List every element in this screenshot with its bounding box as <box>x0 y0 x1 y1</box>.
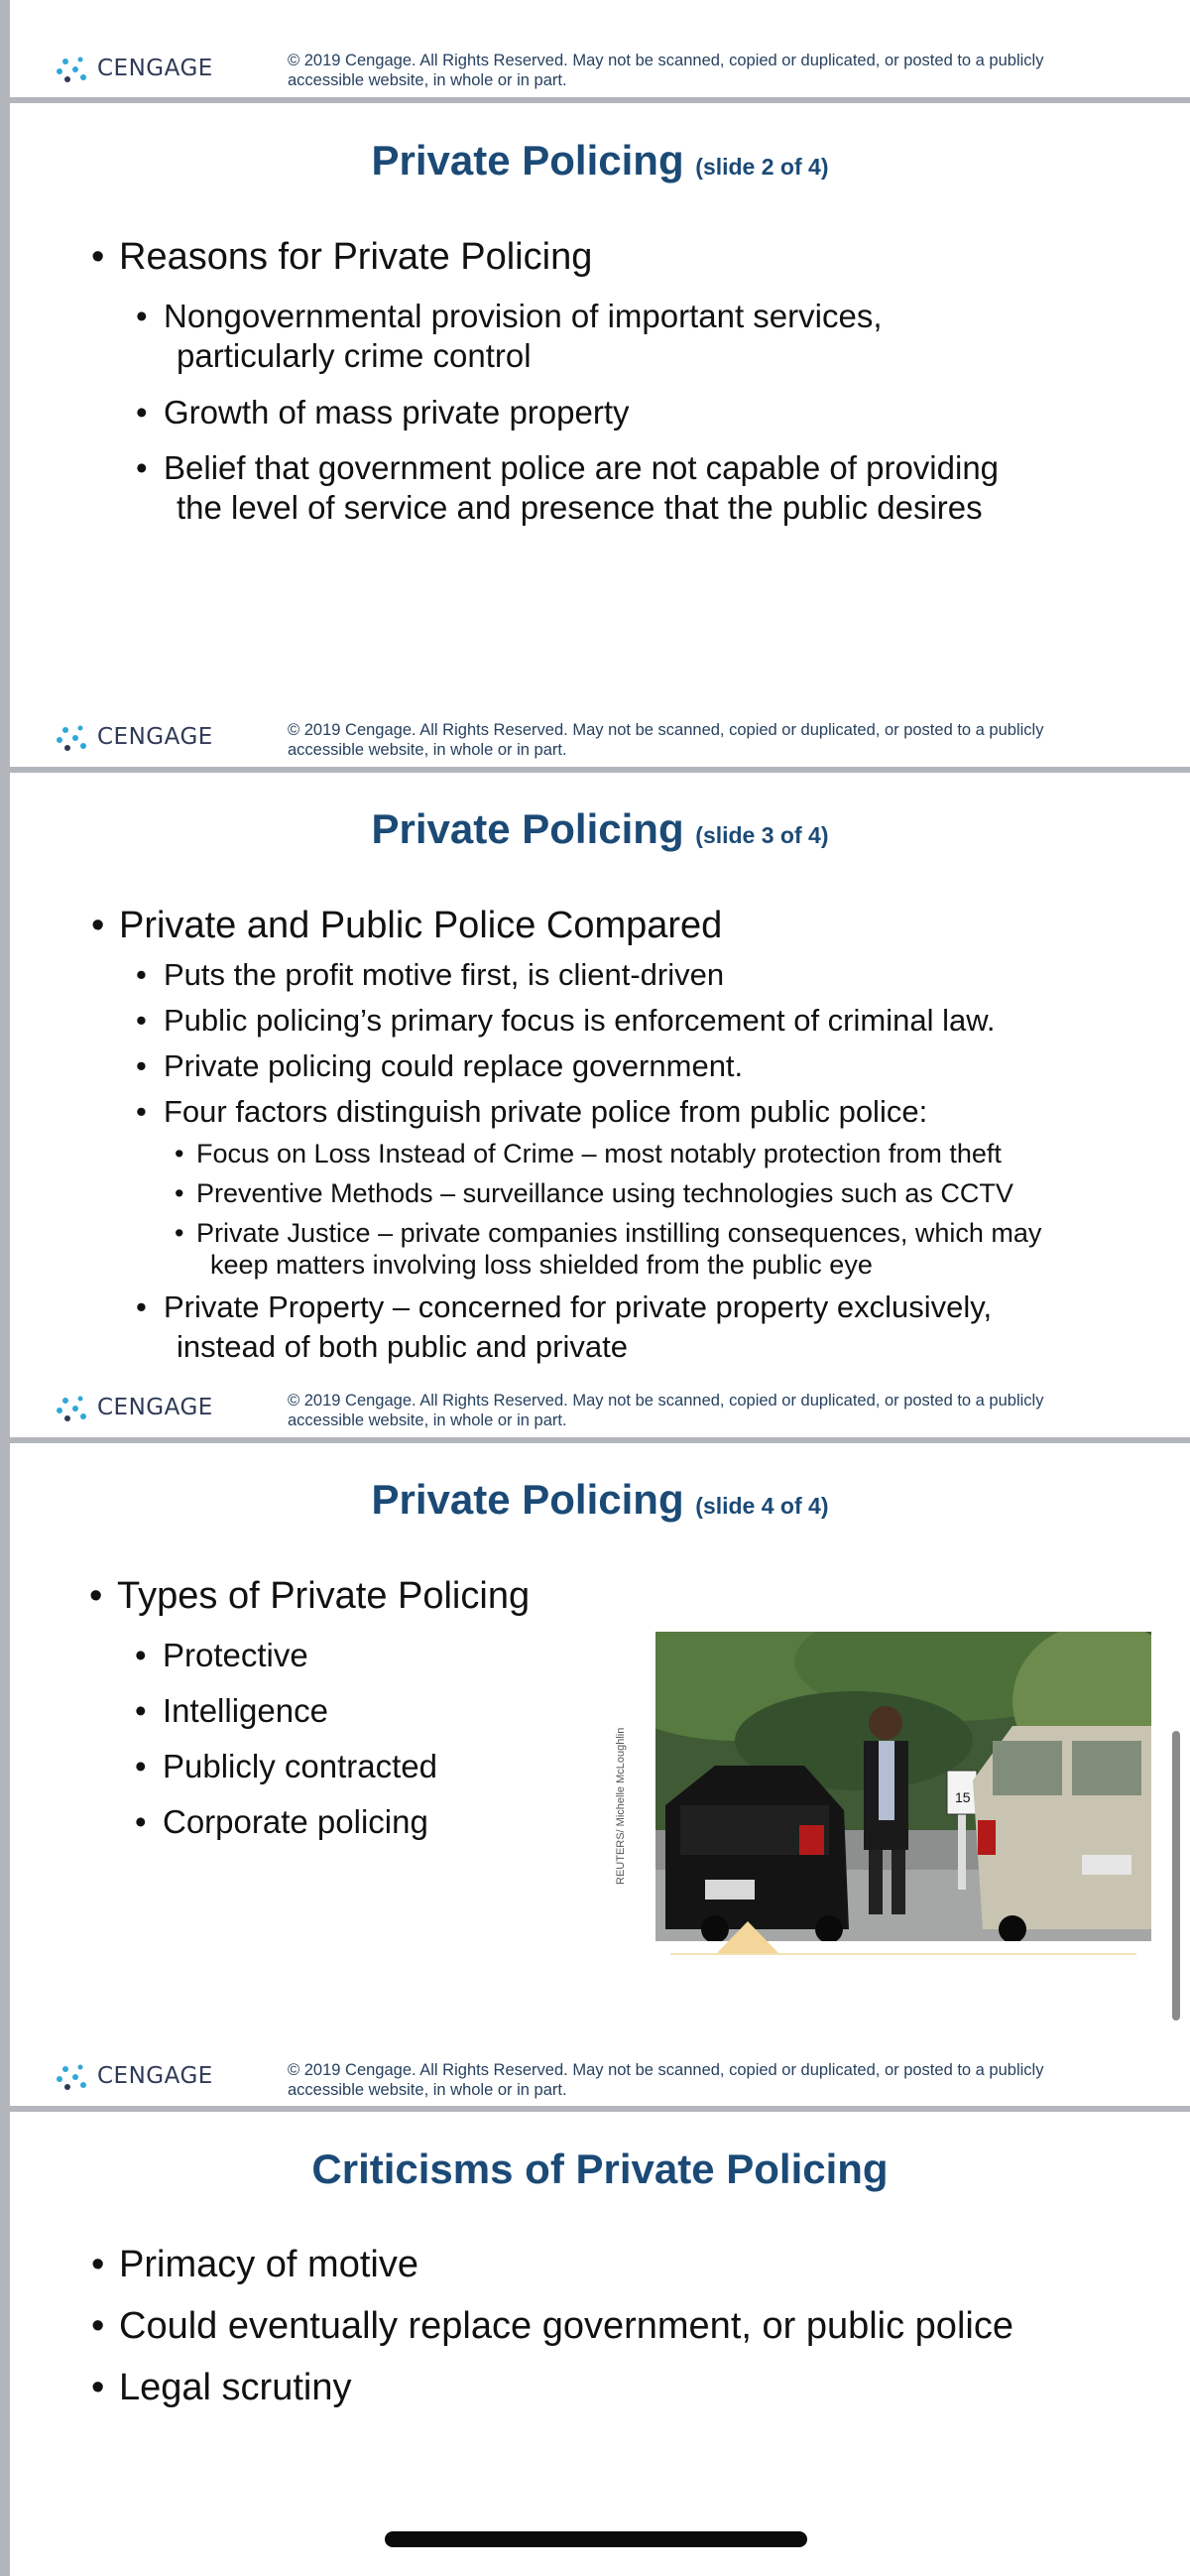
logo-text: CENGAGE <box>97 1395 213 1420</box>
cengage-logo <box>54 2061 213 2091</box>
title-text: Private Policing <box>371 805 684 852</box>
title-text: Private Policing <box>371 1476 684 1523</box>
bullet-level3: • Private Justice – private companies instilling consequences, which may <box>175 1218 1042 1248</box>
slide-number: (slide 4 of 4) <box>695 1493 829 1519</box>
logo-text: CENGAGE <box>97 56 213 81</box>
title-text: Private Policing <box>371 137 684 184</box>
bullet-level1: • Primacy of motive <box>91 2244 418 2285</box>
bullet-level2: • Growth of mass private property <box>136 394 630 430</box>
bullet-level2: • Nongovernmental provision of important services, <box>136 298 883 334</box>
bullet-level2: • Belief that government police are not capable of providing <box>136 449 1000 486</box>
slide-title <box>10 1476 1190 1524</box>
bullet-continuation: the level of service and presence that the public desires <box>177 489 983 526</box>
slide-divider <box>10 2106 1190 2112</box>
bullet-level1: • Types of Private Policing <box>89 1575 531 1617</box>
vertical-scrollbar[interactable] <box>1172 1731 1180 2021</box>
bullet-continuation: particularly crime control <box>177 337 532 374</box>
bullet-level3: • Preventive Methods – surveillance using technologies such as CCTV <box>175 1178 1013 1208</box>
slide-divider <box>10 767 1190 773</box>
bullet-level2: • Public policing’s primary focus is enforcement of criminal law. <box>136 1003 996 1038</box>
bullet-level1: • Legal scrutiny <box>91 2367 352 2408</box>
title-text: Criticisms of Private Policing <box>311 2146 889 2192</box>
cengage-logo <box>54 54 213 83</box>
bullet-level3: • Focus on Loss Instead of Crime – most notably protection from theft <box>175 1139 1002 1168</box>
bullet-level2: • Private policing could replace government. <box>136 1048 744 1083</box>
copyright-notice: © 2019 Cengage. All Rights Reserved. May not be scanned, copied or duplicated, or posted to a publicly accessible website, in whole or in part. <box>288 2061 1044 2099</box>
slide-photo <box>655 1632 1151 1941</box>
slide-divider <box>10 97 1190 103</box>
photo-credit: REUTERS/ Michelle McLoughlin <box>615 1727 627 1885</box>
slide-title <box>10 2146 1190 2193</box>
bullet-level2: • Corporate policing <box>135 1803 428 1840</box>
speed-sign: 15 <box>955 1789 971 1805</box>
bullet-level1: • Private and Public Police Compared <box>91 905 723 946</box>
bullet-level2: • Publicly contracted <box>135 1748 437 1784</box>
cengage-logo-icon <box>54 1391 89 1424</box>
slide-title <box>10 805 1190 853</box>
copyright-notice: © 2019 Cengage. All Rights Reserved. May not be scanned, copied or duplicated, or posted to a publicly accessible website, in whole or in part. <box>288 52 1044 89</box>
slide-number: (slide 2 of 4) <box>695 154 829 180</box>
bullet-level1: • Reasons for Private Policing <box>91 236 593 278</box>
bullet-level2: • Four factors distinguish private police from public police: <box>136 1094 928 1129</box>
copyright-notice: © 2019 Cengage. All Rights Reserved. May not be scanned, copied or duplicated, or posted to a publicly accessible website, in whole or in part. <box>288 1392 1044 1429</box>
slide-title <box>10 137 1190 184</box>
copyright-notice: © 2019 Cengage. All Rights Reserved. May not be scanned, copied or duplicated, or posted to a publicly accessible website, in whole or in part. <box>288 721 1044 759</box>
cengage-logo <box>54 1393 213 1422</box>
bullet-continuation: instead of both public and private <box>177 1329 628 1364</box>
bullet-level2: • Protective <box>135 1637 308 1673</box>
cengage-logo-icon <box>54 52 89 85</box>
bullet-level1: • Could eventually replace government, or public police <box>91 2305 1013 2347</box>
photo-underline <box>670 1953 1136 1955</box>
cengage-logo <box>54 722 213 752</box>
bullet-continuation: keep matters involving loss shielded from the public eye <box>210 1250 873 1280</box>
logo-text: CENGAGE <box>97 724 213 750</box>
home-indicator[interactable] <box>385 2531 807 2547</box>
bullet-level2: • Intelligence <box>135 1692 328 1729</box>
logo-text: CENGAGE <box>97 2063 213 2089</box>
bullet-level2: • Private Property – concerned for private property exclusively, <box>136 1289 993 1324</box>
slide-number: (slide 3 of 4) <box>695 822 829 848</box>
photo-marker <box>716 1921 779 1954</box>
photo-security-officer-cars <box>655 1632 1151 1941</box>
cengage-logo-icon <box>54 720 89 754</box>
bullet-level2: • Puts the profit motive first, is client-driven <box>136 957 725 992</box>
slide-divider <box>10 1437 1190 1443</box>
cengage-logo-icon <box>54 2059 89 2093</box>
